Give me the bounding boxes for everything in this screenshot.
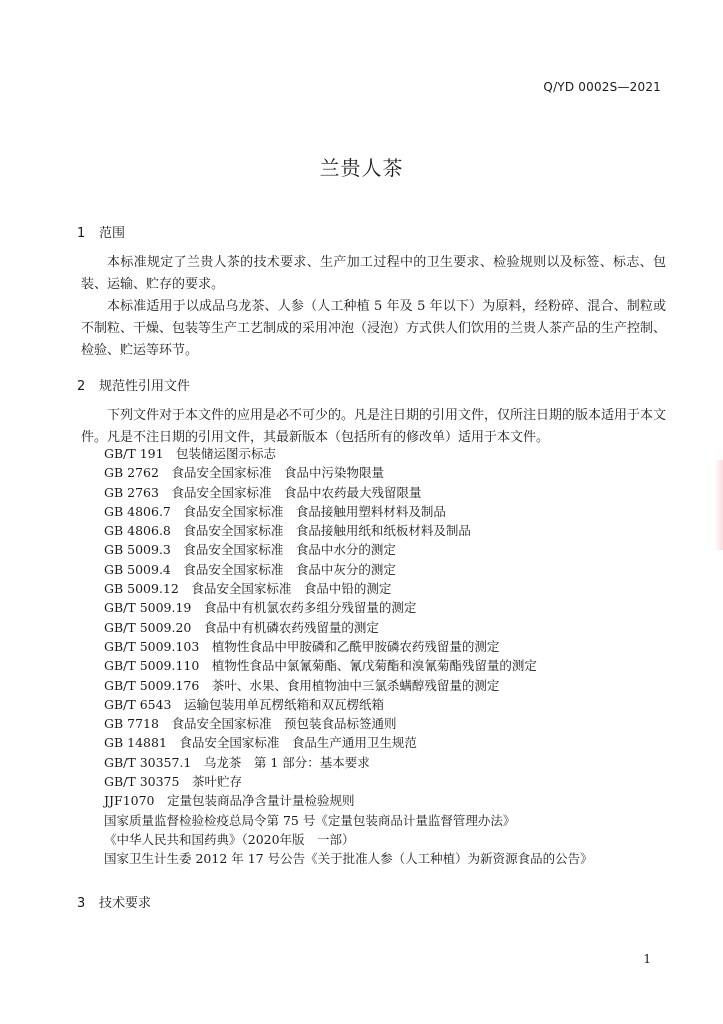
section-3-heading (77, 892, 151, 911)
section-1-heading (77, 222, 125, 241)
section-number: 1 (77, 226, 86, 241)
page-number: 1 (643, 952, 651, 966)
reference-item: GB 7718 食品安全国家标准 预包装食品标签通则 (104, 716, 397, 732)
reference-item: GB/T 5009.110 植物性食品中氯氰菊酯、氰戊菊酯和溴氰菊酯残留量的测定 (104, 658, 537, 674)
reference-item: GB/T 30357.1 乌龙茶 第 1 部分：基本要求 (104, 754, 370, 770)
document-title: 兰贵人茶 (319, 156, 404, 180)
references-intro: 下列文件对于本文件的应用是必不可少的。凡是注日期的引用文件，仅所注日期的版本适用于本文件。凡是不注日期的引用文件，其最新版本（包括所有的修改单）适用于本文件。 (81, 408, 667, 445)
reference-item: GB 2763 食品安全国家标准 食品中农药最大残留限量 (104, 484, 422, 500)
reference-item: GB 5009.12 食品安全国家标准 食品中铅的测定 (104, 581, 392, 597)
reference-list (104, 444, 593, 869)
reference-item: GB 4806.8 食品安全国家标准 食品接触用纸和纸板材料及制品 (104, 523, 471, 539)
section-title: 技术要求 (99, 896, 152, 911)
scan-artifact (715, 460, 723, 550)
section-2-heading (77, 375, 190, 394)
reference-item: 国家质量监督检验检疫总局令第 75 号《定量包装商品计量监督管理办法》 (104, 812, 516, 828)
document-code: Q/YD 0002S—2021 (543, 80, 661, 94)
section-number: 2 (77, 379, 86, 394)
reference-item: GB/T 5009.103 植物性食品中甲胺磷和乙酰甲胺磷农药残留量的测定 (104, 638, 500, 654)
reference-item: GB 5009.4 食品安全国家标准 食品中灰分的测定 (104, 561, 396, 577)
reference-item: GB/T 30375 茶叶贮存 (104, 774, 242, 790)
reference-item: GB/T 191 包装储运图示标志 (104, 446, 277, 461)
reference-item: GB 5009.3 食品安全国家标准 食品中水分的测定 (104, 542, 396, 558)
section-title: 规范性引用文件 (99, 379, 191, 394)
reference-item: GB 14881 食品安全国家标准 食品生产通用卫生规范 (104, 735, 417, 751)
reference-item: GB 4806.7 食品安全国家标准 食品接触用塑料材料及制品 (104, 503, 446, 519)
scope-paragraph-2: 本标准适用于以成品乌龙茶、人参（人工种植 5 年及 5 年以下）为原料，经粉碎、混合、制粒或不制粒、干燥、包装等生产工艺制成的采用冲泡（浸泡）方式供人们饮用的兰贵人茶产品的生产控制、检验、贮运等环节。 (81, 299, 667, 358)
reference-item: 国家卫生计生委 2012 年 17 号公告《关于批准人参（人工种植）为新资源食品的公告》 (104, 851, 593, 867)
reference-item: 《中华人民共和国药典》（2020年版 一部） (104, 831, 355, 847)
reference-item: GB/T 5009.20 食品中有机磷农药残留量的测定 (104, 619, 379, 635)
reference-item: GB/T 6543 运输包装用单瓦楞纸箱和双瓦楞纸箱 (104, 696, 385, 712)
reference-item: JJF1070 定量包装商品净含量计量检验规则 (104, 793, 355, 809)
scope-paragraph-1: 本标准规定了兰贵人茶的技术要求、生产加工过程中的卫生要求、检验规则以及标签、标志、包装、运输、贮存的要求。 (81, 255, 666, 292)
reference-item: GB/T 5009.19 食品中有机氯农药多组分残留量的测定 (104, 600, 417, 616)
reference-item: GB 2762 食品安全国家标准 食品中污染物限量 (104, 465, 384, 481)
reference-item: GB/T 5009.176 茶叶、水果、食用植物油中三氯杀螨醇残留量的测定 (104, 677, 500, 693)
section-number: 3 (77, 896, 86, 911)
section-title: 范围 (99, 226, 126, 241)
